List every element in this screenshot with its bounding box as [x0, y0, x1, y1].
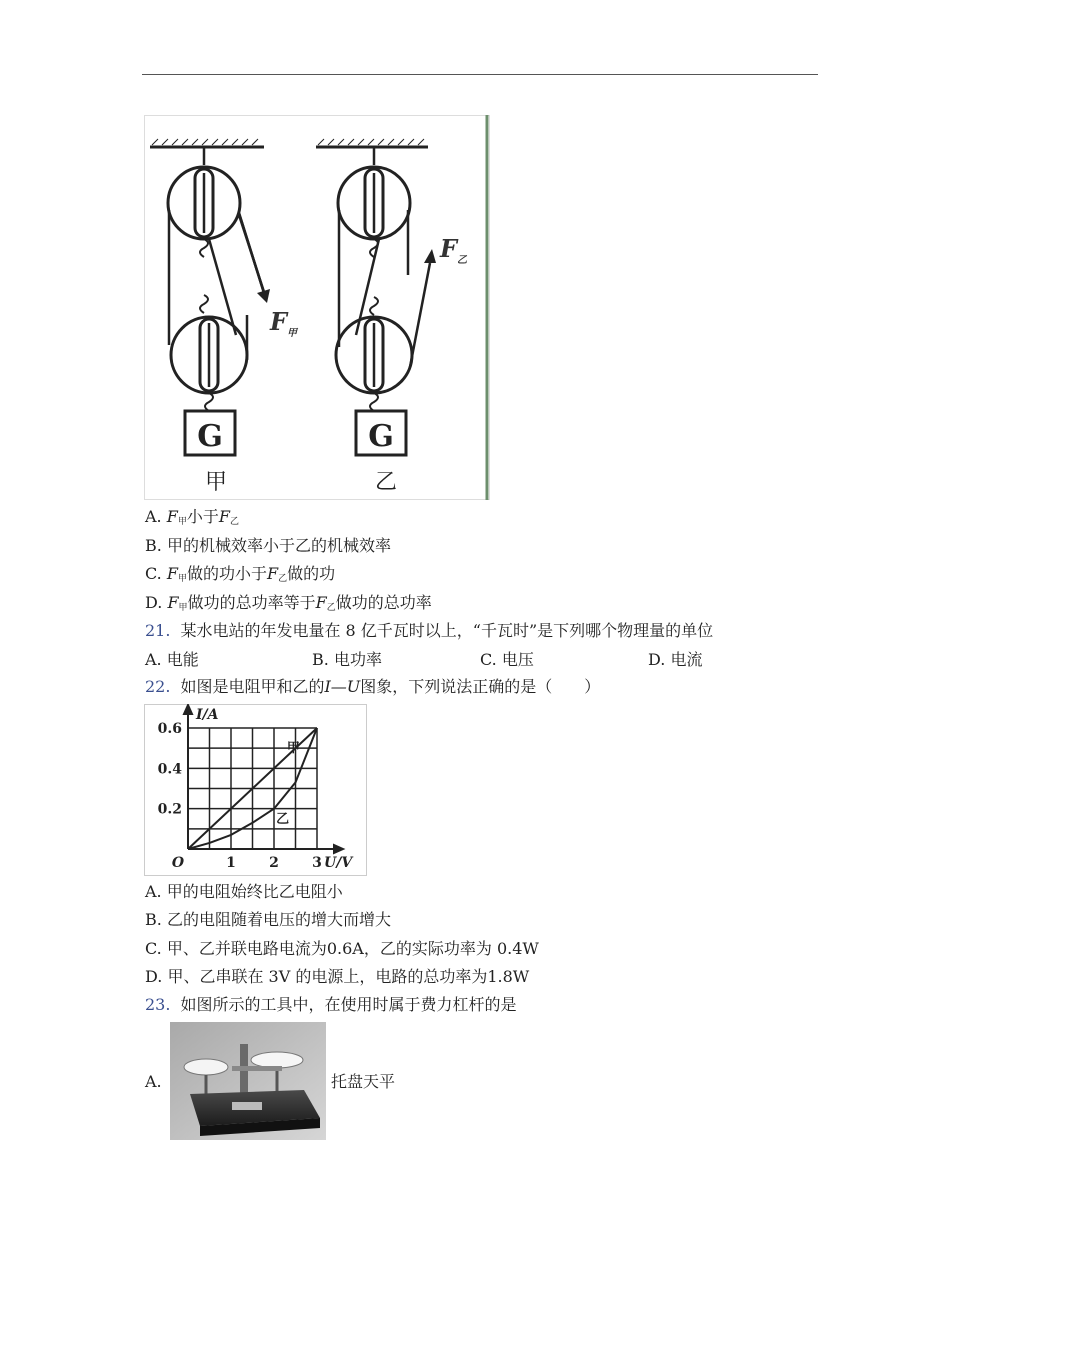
q23-option-a-text: 托盘天平	[331, 1072, 396, 1091]
q22-option-d: D. 甲、乙串联在 3V 的电源上，电路的总功率为1.8W	[145, 967, 530, 986]
origin-label: O	[171, 855, 185, 871]
q22-number: 22.	[145, 677, 171, 696]
x-tick-label: 1	[226, 855, 236, 871]
y-tick-label: 0.6	[157, 721, 182, 737]
force-label-left: $F_甲$	[270, 307, 298, 339]
y-tick-label: 0.2	[157, 801, 182, 818]
q23-stem: 23. 如图所示的工具中，在使用时属于费力杠杆的是	[145, 995, 517, 1014]
q20-option-a: A. $F_甲$小于$F_乙$	[145, 507, 239, 527]
label-left: 甲	[204, 470, 228, 495]
label-right: 乙	[374, 470, 398, 495]
x-tick-label: 2	[269, 855, 279, 871]
q22-stem: 22. 如图是电阻甲和乙的I—U图象，下列说法正确的是（ ）	[145, 677, 601, 696]
force-label-right: $F_乙$	[440, 234, 468, 266]
q21-option-a: A. 电能	[145, 650, 199, 669]
q21-option-b: B. 电功率	[312, 650, 382, 669]
q21-stem: 21. 某水电站的年发电量在 8 亿千瓦时以上，“千瓦时”是下列哪个物理量的单位	[145, 621, 714, 640]
weight-letter-left: G	[197, 419, 223, 454]
q23-number: 23.	[145, 995, 171, 1014]
balance-scale-photo	[170, 1022, 326, 1140]
q22-option-b: B. 乙的电阻随着电压的增大而增大	[145, 910, 391, 929]
q21-option-c: C. 电压	[480, 650, 534, 669]
header-rule	[142, 74, 818, 75]
q22-option-a: A. 甲的电阻始终比乙电阻小	[145, 882, 343, 901]
iu-chart	[144, 704, 367, 876]
x-axis-label: U/V	[324, 855, 353, 871]
y-axis-label: I/A	[196, 707, 219, 723]
q21-number: 21.	[145, 621, 171, 640]
series-label-yi: 乙	[276, 811, 290, 827]
q21-option-d: D. 电流	[648, 650, 703, 669]
q20-option-b: B. 甲的机械效率小于乙的机械效率	[145, 536, 391, 555]
y-tick-label: 0.4	[157, 761, 182, 778]
force-symbol: F	[166, 507, 178, 526]
q20-option-c: C. $F_甲$做的功小于$F_乙$做的功	[145, 564, 336, 584]
x-tick-label: 3	[312, 855, 322, 871]
q22-option-c: C. 甲、乙并联电路电流为0.6A，乙的实际功率为 0.4W	[145, 939, 539, 958]
q20-option-d: D. $F_甲$做功的总功率等于$F_乙$做功的总功率	[145, 593, 432, 613]
series-label-jia: 甲	[286, 741, 300, 757]
q23-option-a-letter: A.	[145, 1072, 162, 1091]
pulley-figure	[144, 115, 490, 500]
weight-letter-right: G	[368, 419, 394, 454]
